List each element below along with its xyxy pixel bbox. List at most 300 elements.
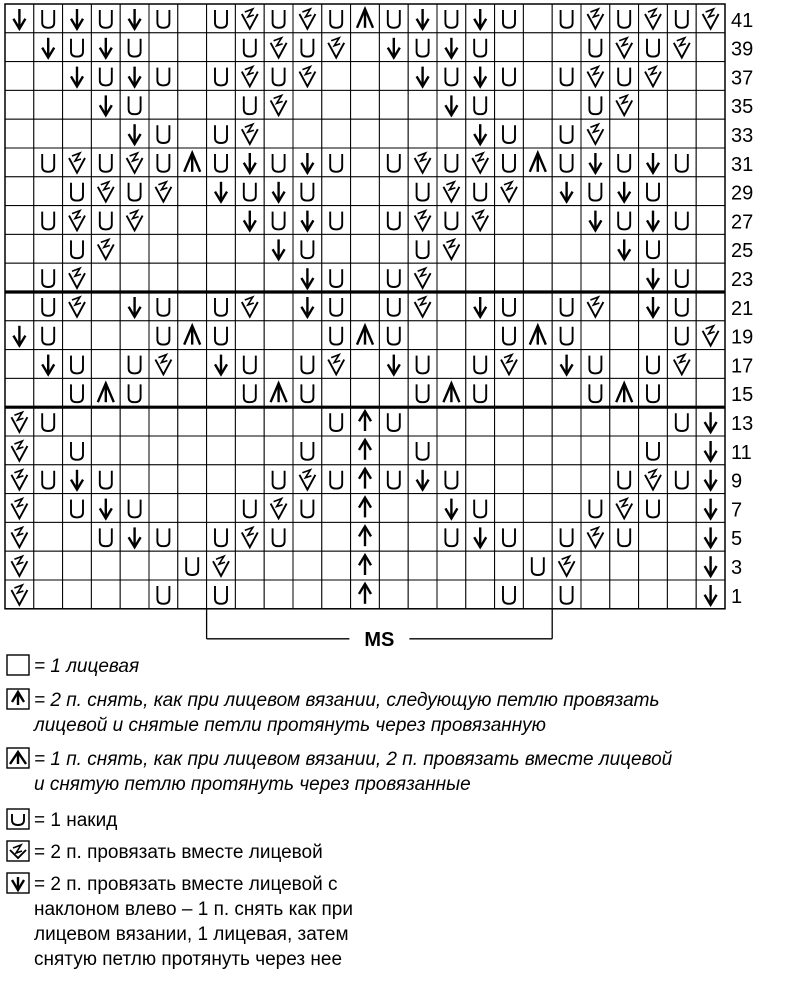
chart-cell: [523, 292, 552, 321]
legend-item: [6, 808, 117, 833]
chart-cell: [178, 206, 207, 235]
chart-cell: [552, 234, 581, 263]
chart-cell: [34, 119, 63, 148]
chart-cell: [437, 350, 466, 379]
chart-cell: [322, 177, 351, 206]
chart-cell: [408, 119, 437, 148]
row-number-label: 27: [731, 211, 754, 234]
chart-cell: [235, 580, 264, 609]
chart-cell: [34, 234, 63, 263]
chart-cell: [696, 263, 725, 292]
chart-cell: [264, 119, 293, 148]
chart-cell: [91, 321, 120, 350]
chart-cell: [5, 234, 34, 263]
row-number-label: 19: [731, 326, 754, 349]
chart-cell: [495, 551, 524, 580]
chart-cell: [437, 263, 466, 292]
chart-cell: [207, 206, 236, 235]
chart-cell: [639, 407, 668, 436]
chart-cell: [293, 407, 322, 436]
chart-cell: [207, 33, 236, 62]
legend-text-line: = 1 лицевая: [34, 656, 140, 677]
chart-cell: [696, 177, 725, 206]
row-number-label: 11: [731, 441, 752, 464]
legend-text-line: наклоном влево – 1 п. снять как при: [34, 899, 353, 920]
chart-cell: [696, 119, 725, 148]
chart-cell: [495, 407, 524, 436]
chart-cell: [178, 436, 207, 465]
chart-cell: [696, 90, 725, 119]
chart-cell: [667, 234, 696, 263]
chart-cell: [552, 33, 581, 62]
ms-repeat-bracket: [207, 609, 553, 650]
chart-cell: [5, 90, 34, 119]
chart-cell: [351, 292, 380, 321]
chart-row: [5, 378, 725, 407]
chart-cell: [523, 522, 552, 551]
chart-row: [5, 206, 725, 235]
chart-grid: [5, 4, 753, 609]
chart-row: [5, 4, 725, 33]
chart-cell: [5, 33, 34, 62]
sk2p-triple-arrow-symbol-icon: [6, 747, 30, 769]
chart-cell: [91, 119, 120, 148]
chart-cell: [495, 263, 524, 292]
row-number-label: 25: [731, 240, 754, 263]
chart-cell: [639, 580, 668, 609]
chart-cell: [149, 33, 178, 62]
chart-cell: [581, 407, 610, 436]
chart-cell: [610, 551, 639, 580]
k2tog-v-symbol-icon: [6, 840, 30, 862]
chart-cell: [149, 206, 178, 235]
chart-cell: [91, 263, 120, 292]
yarn-over-u-symbol-icon: [6, 808, 30, 830]
chart-cell: [293, 551, 322, 580]
chart-cell: [34, 551, 63, 580]
chart-cell: [235, 465, 264, 494]
chart-cell: [235, 436, 264, 465]
row-number-label: 35: [731, 96, 754, 119]
chart-cell: [322, 62, 351, 91]
chart-row: [5, 321, 725, 350]
chart-cell: [322, 436, 351, 465]
chart-cell: [351, 33, 380, 62]
chart-cell: [667, 119, 696, 148]
chart-row: [5, 551, 725, 580]
chart-cell: [34, 378, 63, 407]
chart-cell: [523, 436, 552, 465]
chart-row: [5, 234, 725, 263]
chart-cell: [523, 4, 552, 33]
chart-cell: [552, 90, 581, 119]
chart-cell: [552, 494, 581, 523]
chart-cell: [408, 321, 437, 350]
chart-cell: [523, 350, 552, 379]
chart-cell: [495, 90, 524, 119]
chart-cell: [495, 465, 524, 494]
chart-cell: [63, 522, 92, 551]
legend-text-line: = 2 п. снять, как при лицевом вязании, следующую петлю провязать: [34, 690, 660, 711]
chart-cell: [495, 378, 524, 407]
chart-cell: [63, 551, 92, 580]
chart-cell: [523, 494, 552, 523]
row-number-label: 37: [731, 67, 754, 90]
chart-cell: [696, 206, 725, 235]
chart-cell: [235, 321, 264, 350]
chart-cell: [5, 119, 34, 148]
chart-cell: [207, 494, 236, 523]
chart-row: [5, 292, 725, 321]
chart-cell: [351, 148, 380, 177]
chart-cell: [34, 62, 63, 91]
chart-cell: [34, 494, 63, 523]
chart-cell: [667, 580, 696, 609]
chart-cell: [466, 436, 495, 465]
chart-cell: [178, 62, 207, 91]
chart-cell: [466, 321, 495, 350]
chart-cell: [696, 62, 725, 91]
chart-cell: [91, 350, 120, 379]
chart-cell: [408, 407, 437, 436]
chart-cell: [63, 119, 92, 148]
chart-cell: [696, 292, 725, 321]
chart-cell: [581, 465, 610, 494]
chart-cell: [322, 580, 351, 609]
legend-text-line: снятую петлю протянуть через нее: [34, 949, 343, 970]
chart-cell: [523, 177, 552, 206]
chart-cell: [495, 206, 524, 235]
chart-cell: [351, 62, 380, 91]
chart-cell: [120, 407, 149, 436]
chart-cell: [149, 263, 178, 292]
chart-cell: [408, 580, 437, 609]
chart-cell: [178, 33, 207, 62]
chart-cell: [408, 90, 437, 119]
chart-cell: [351, 177, 380, 206]
chart-cell: [437, 436, 466, 465]
chart-cell: [207, 407, 236, 436]
chart-cell: [581, 321, 610, 350]
chart-cell: [120, 234, 149, 263]
chart-cell: [495, 234, 524, 263]
chart-cell: [696, 33, 725, 62]
chart-cell: [466, 407, 495, 436]
legend-item: [6, 872, 353, 972]
chart-cell: [91, 292, 120, 321]
chart-cell: [207, 378, 236, 407]
chart-cell: [178, 292, 207, 321]
row-number-label: 1: [731, 585, 743, 608]
chart-cell: [322, 119, 351, 148]
legend-text-line: = 1 накид: [34, 810, 118, 831]
chart-cell: [667, 551, 696, 580]
chart-cell: [235, 263, 264, 292]
chart-cell: [178, 90, 207, 119]
chart-cell: [581, 551, 610, 580]
chart-cell: [322, 551, 351, 580]
chart-cell: [667, 90, 696, 119]
chart-cell: [178, 378, 207, 407]
chart-cell: [667, 494, 696, 523]
chart-cell: [293, 580, 322, 609]
chart-cell: [379, 177, 408, 206]
chart-cell: [466, 465, 495, 494]
chart-cell: [322, 522, 351, 551]
chart-cell: [437, 292, 466, 321]
chart-cell: [610, 263, 639, 292]
legend-text-line: и снятую петлю протянуть через провязанные: [34, 774, 471, 795]
chart-cell: [264, 321, 293, 350]
chart-cell: [149, 465, 178, 494]
chart-cell: [34, 90, 63, 119]
chart-cell: [178, 4, 207, 33]
chart-cell: [523, 90, 552, 119]
row-number-label: 5: [731, 528, 743, 551]
chart-cell: [178, 407, 207, 436]
chart-cell: [264, 436, 293, 465]
ssk-arrow-down-symbol-icon: [6, 872, 30, 894]
chart-cell: [34, 580, 63, 609]
row-number-label: 17: [731, 355, 754, 378]
chart-cell: [667, 378, 696, 407]
chart-cell: [523, 465, 552, 494]
chart-cell: [149, 234, 178, 263]
legend-text-line: = 2 п. провязать вместе лицевой: [34, 842, 323, 863]
chart-cell: [610, 407, 639, 436]
chart-cell: [120, 321, 149, 350]
chart-cell: [667, 62, 696, 91]
chart-cell: [696, 350, 725, 379]
row-number-label: 7: [731, 499, 743, 522]
chart-cell: [178, 119, 207, 148]
chart-cell: [351, 378, 380, 407]
chart-cell: [322, 378, 351, 407]
chart-cell: [235, 551, 264, 580]
chart-cell: [178, 350, 207, 379]
row-number-label: 15: [731, 384, 754, 407]
chart-cell: [91, 551, 120, 580]
chart-cell: [552, 436, 581, 465]
chart-cell: [322, 494, 351, 523]
chart-row: [5, 263, 725, 292]
chart-cell: [351, 119, 380, 148]
row-number-label: 29: [731, 182, 754, 205]
chart-cell: [466, 263, 495, 292]
row-number-label: 33: [731, 125, 754, 147]
chart-cell: [120, 263, 149, 292]
chart-row: [5, 465, 725, 494]
chart-cell: [91, 580, 120, 609]
chart-cell: [379, 62, 408, 91]
chart-cell: [466, 234, 495, 263]
chart-row: [5, 436, 725, 465]
row-number-label: 23: [731, 269, 754, 291]
chart-cell: [379, 436, 408, 465]
chart-cell: [207, 234, 236, 263]
chart-cell: [34, 436, 63, 465]
legend-item: [6, 747, 672, 797]
chart-cell: [667, 436, 696, 465]
chart-cell: [63, 407, 92, 436]
chart-cell: [149, 407, 178, 436]
chart-cell: [523, 378, 552, 407]
chart-cell: [379, 494, 408, 523]
chart-cell: [379, 522, 408, 551]
chart-cell: [63, 321, 92, 350]
chart-row: [5, 494, 725, 523]
legend-item: [6, 654, 139, 679]
chart-cell: [523, 263, 552, 292]
chart-cell: [495, 33, 524, 62]
chart-cell: [495, 494, 524, 523]
chart-cell: [379, 234, 408, 263]
chart-cell: [639, 90, 668, 119]
chart-cell: [149, 436, 178, 465]
chart-cell: [293, 119, 322, 148]
chart-row: [5, 177, 725, 206]
chart-cell: [178, 177, 207, 206]
chart-cell: [264, 263, 293, 292]
chart-cell: [322, 234, 351, 263]
chart-cell: [639, 321, 668, 350]
chart-cell: [351, 90, 380, 119]
chart-cell: [523, 580, 552, 609]
chart-cell: [5, 263, 34, 292]
chart-cell: [264, 551, 293, 580]
chart-row: [5, 33, 725, 62]
ms-label: MS: [364, 628, 395, 650]
chart-cell: [552, 465, 581, 494]
chart-cell: [610, 580, 639, 609]
chart-cell: [351, 234, 380, 263]
chart-cell: [207, 90, 236, 119]
chart-cell: [34, 177, 63, 206]
chart-cell: [552, 263, 581, 292]
chart-row: [5, 522, 725, 551]
chart-cell: [207, 465, 236, 494]
legend-text-line: лицевой и снятые петли протянуть через провязанную: [34, 715, 546, 736]
chart-cell: [178, 580, 207, 609]
legend-text-line: = 2 п. провязать вместе лицевой с: [34, 874, 338, 895]
chart-cell: [581, 234, 610, 263]
chart-cell: [610, 436, 639, 465]
row-number-label: 13: [731, 413, 754, 435]
row-number-label: 9: [731, 470, 743, 493]
chart-cell: [178, 263, 207, 292]
chart-cell: [610, 321, 639, 350]
chart-cell: [408, 494, 437, 523]
chart-cell: [34, 522, 63, 551]
chart-cell: [322, 90, 351, 119]
chart-cell: [149, 551, 178, 580]
chart-cell: [207, 263, 236, 292]
legend-text-line: лицевом вязании, 1 лицевая, затем: [34, 924, 349, 945]
legend-item: [6, 840, 323, 865]
chart-cell: [437, 580, 466, 609]
chart-cell: [63, 580, 92, 609]
row-number-label: 21: [731, 297, 754, 320]
chart-cell: [437, 119, 466, 148]
knit-empty-cell-icon: [6, 654, 30, 676]
chart-cell: [552, 407, 581, 436]
chart-cell: [5, 148, 34, 177]
chart-cell: [5, 177, 34, 206]
chart-cell: [523, 206, 552, 235]
chart-cell: [696, 378, 725, 407]
chart-row: [5, 148, 725, 177]
chart-cell: [437, 407, 466, 436]
chart-cell: [120, 580, 149, 609]
chart-cell: [466, 551, 495, 580]
chart-cell: [639, 522, 668, 551]
chart-cell: [552, 206, 581, 235]
chart-cell: [207, 436, 236, 465]
chart-cell: [235, 234, 264, 263]
chart-cell: [264, 407, 293, 436]
chart-cell: [408, 551, 437, 580]
chart-cell: [293, 522, 322, 551]
legend-text-line: = 1 п. снять, как при лицевом вязании, 2 п. провязать вместе лицевой: [34, 749, 673, 770]
row-number-label: 3: [731, 557, 743, 579]
chart-cell: [178, 234, 207, 263]
chart-cell: [408, 522, 437, 551]
row-number-label: 41: [731, 9, 754, 32]
chart-row: [5, 407, 725, 436]
chart-cell: [610, 292, 639, 321]
chart-cell: [5, 62, 34, 91]
chart-cell: [351, 206, 380, 235]
chart-cell: [63, 90, 92, 119]
row-number-label: 31: [731, 153, 754, 176]
chart-cell: [667, 522, 696, 551]
chart-row: [5, 350, 725, 379]
chart-row: [5, 62, 725, 91]
chart-cell: [91, 407, 120, 436]
chart-row: [5, 90, 725, 119]
chart-cell: [5, 378, 34, 407]
chart-cell: [235, 407, 264, 436]
chart-cell: [696, 148, 725, 177]
central-double-decrease-arrow-up-symbol-icon: [6, 688, 30, 710]
chart-cell: [264, 580, 293, 609]
chart-cell: [437, 551, 466, 580]
chart-cell: [523, 33, 552, 62]
chart-cell: [639, 119, 668, 148]
chart-row: [5, 119, 725, 148]
chart-cell: [5, 350, 34, 379]
chart-cell: [581, 436, 610, 465]
chart-cell: [293, 90, 322, 119]
chart-cell: [149, 378, 178, 407]
chart-cell: [91, 436, 120, 465]
chart-cell: [466, 580, 495, 609]
chart-cell: [379, 378, 408, 407]
chart-cell: [149, 90, 178, 119]
chart-cell: [120, 465, 149, 494]
chart-cell: [523, 407, 552, 436]
chart-cell: [610, 350, 639, 379]
chart-cell: [523, 119, 552, 148]
chart-cell: [495, 436, 524, 465]
chart-cell: [149, 494, 178, 523]
chart-cell: [120, 436, 149, 465]
chart-cell: [379, 90, 408, 119]
chart-cell: [178, 465, 207, 494]
chart-cell: [379, 580, 408, 609]
chart-cell: [379, 119, 408, 148]
chart-row: [5, 580, 725, 609]
